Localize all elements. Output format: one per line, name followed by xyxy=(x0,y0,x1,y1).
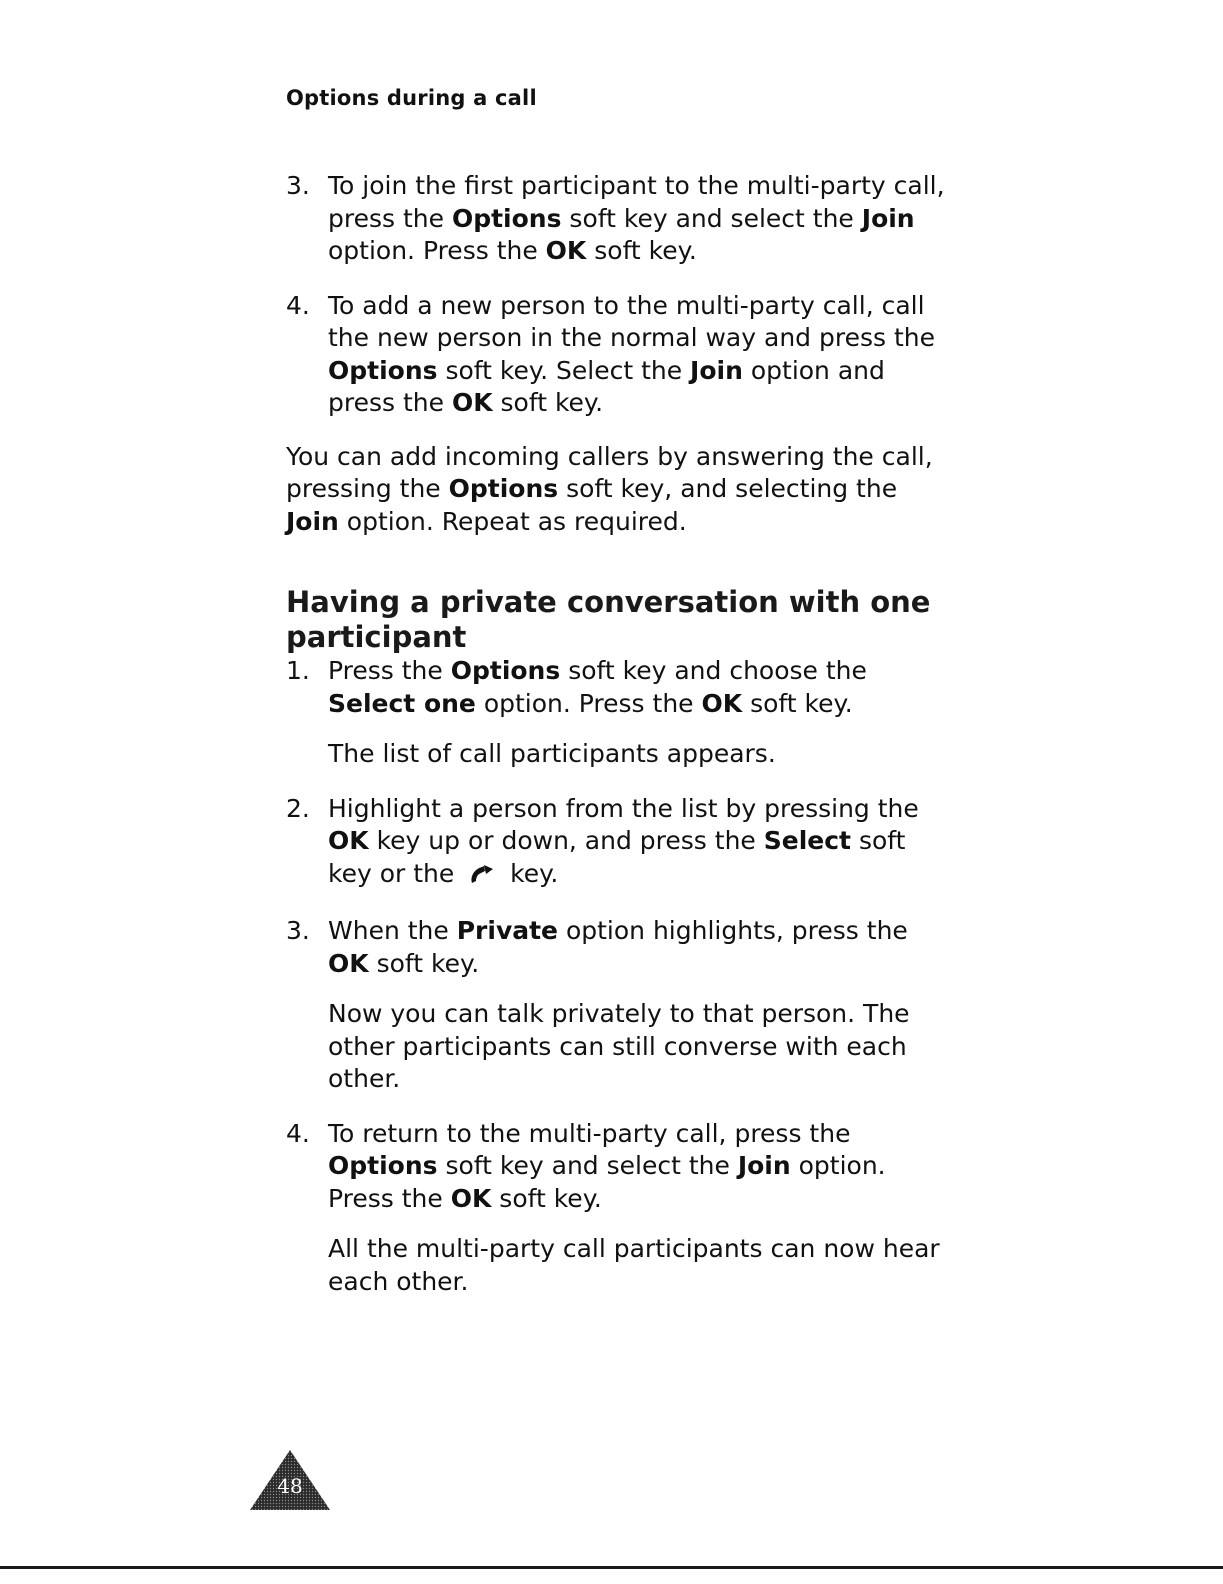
text-run: option. Press the xyxy=(475,688,702,718)
text-run: To add a new person to the multi-party call, call the new person in the normal way and press the xyxy=(328,290,935,352)
bold-term: Join xyxy=(690,355,743,385)
bold-term: Options xyxy=(448,474,559,503)
text-run: soft key. xyxy=(586,236,697,265)
text-run: option highlights, press the xyxy=(558,916,908,945)
text-run: Highlight a person from the list by pressing the xyxy=(328,793,919,823)
bold-term: Join xyxy=(861,203,915,233)
text-run: soft key and choose the xyxy=(560,656,867,685)
bold-term: OK xyxy=(545,236,587,265)
step-text xyxy=(328,915,946,980)
bold-term: Options xyxy=(451,203,562,233)
running-header: Options during a call xyxy=(286,86,537,110)
list-item xyxy=(286,170,946,268)
page-content xyxy=(286,170,946,1298)
step-text xyxy=(328,1118,946,1216)
text-run: soft key. xyxy=(491,1183,602,1213)
text-run: soft key. xyxy=(368,948,480,978)
step-text xyxy=(328,793,946,894)
step-number: 3. xyxy=(286,916,310,945)
text-run: Press the xyxy=(328,656,451,685)
text-run: You can add incoming callers by answering the call, pressing the xyxy=(286,441,933,503)
text-run: option and press the xyxy=(328,355,885,417)
text-run: soft key. xyxy=(492,388,604,417)
bold-term: Join xyxy=(737,1151,791,1180)
text-run: soft key and select the xyxy=(561,203,862,233)
section-heading: Having a private conversation with one participant xyxy=(286,585,931,654)
bottom-divider xyxy=(0,1566,1223,1569)
bold-term: OK xyxy=(328,948,369,978)
step-number: 2. xyxy=(286,793,310,823)
bold-term: Options xyxy=(328,355,438,385)
list-item xyxy=(286,1118,946,1299)
text-run: When the xyxy=(328,916,457,945)
text-run: soft key and select the xyxy=(437,1151,738,1180)
body-paragraph xyxy=(286,441,946,539)
text-run: soft key. xyxy=(742,688,853,718)
step-number: 1. xyxy=(286,656,310,685)
step-text xyxy=(328,170,946,268)
page-number-badge xyxy=(248,1448,332,1512)
private-conversation-steps xyxy=(286,655,946,1298)
step-note: Now you can talk privately to that person. The other participants can still converse with each other. xyxy=(328,999,910,1093)
text-run: option. Repeat as required. xyxy=(338,506,687,536)
text-run: key up or down, and press the xyxy=(368,826,764,855)
list-item xyxy=(286,915,946,1096)
text-run: soft key or the xyxy=(328,826,906,888)
list-item xyxy=(286,290,946,420)
bold-term: Options xyxy=(450,656,561,685)
step-note: The list of call participants appears. xyxy=(328,739,776,768)
text-run: soft key, and selecting the xyxy=(558,474,898,503)
bold-term: OK xyxy=(328,826,369,855)
text-run: To join the first participant to the multi-party call, press the xyxy=(328,171,945,233)
step-number: 4. xyxy=(286,290,310,320)
bold-term: Select one xyxy=(328,688,476,718)
step-text xyxy=(328,290,946,420)
bold-term: OK xyxy=(451,388,493,417)
bold-term: OK xyxy=(450,1183,492,1213)
bold-term: Join xyxy=(286,506,339,536)
step-note: All the multi-party call participants can now hear each other. xyxy=(328,1234,940,1296)
text-run: key. xyxy=(502,858,559,888)
list-item xyxy=(286,793,946,894)
page-number: 48 xyxy=(277,1474,303,1498)
text-run: soft key. Select the xyxy=(437,355,691,385)
step-number: 4. xyxy=(286,1118,310,1148)
step-number: 3. xyxy=(286,171,310,200)
text-run: option. Press the xyxy=(328,236,546,265)
bold-term: OK xyxy=(701,688,743,718)
text-run: To return to the multi-party call, press the xyxy=(328,1118,851,1148)
bold-term: Options xyxy=(328,1151,438,1180)
text-run: option. Press the xyxy=(328,1151,886,1213)
send-key-icon xyxy=(468,861,496,894)
step-text xyxy=(328,655,946,720)
bold-term: Private xyxy=(456,916,559,945)
bold-term: Select xyxy=(763,826,852,855)
multi-party-steps xyxy=(286,170,946,420)
list-item xyxy=(286,655,946,771)
